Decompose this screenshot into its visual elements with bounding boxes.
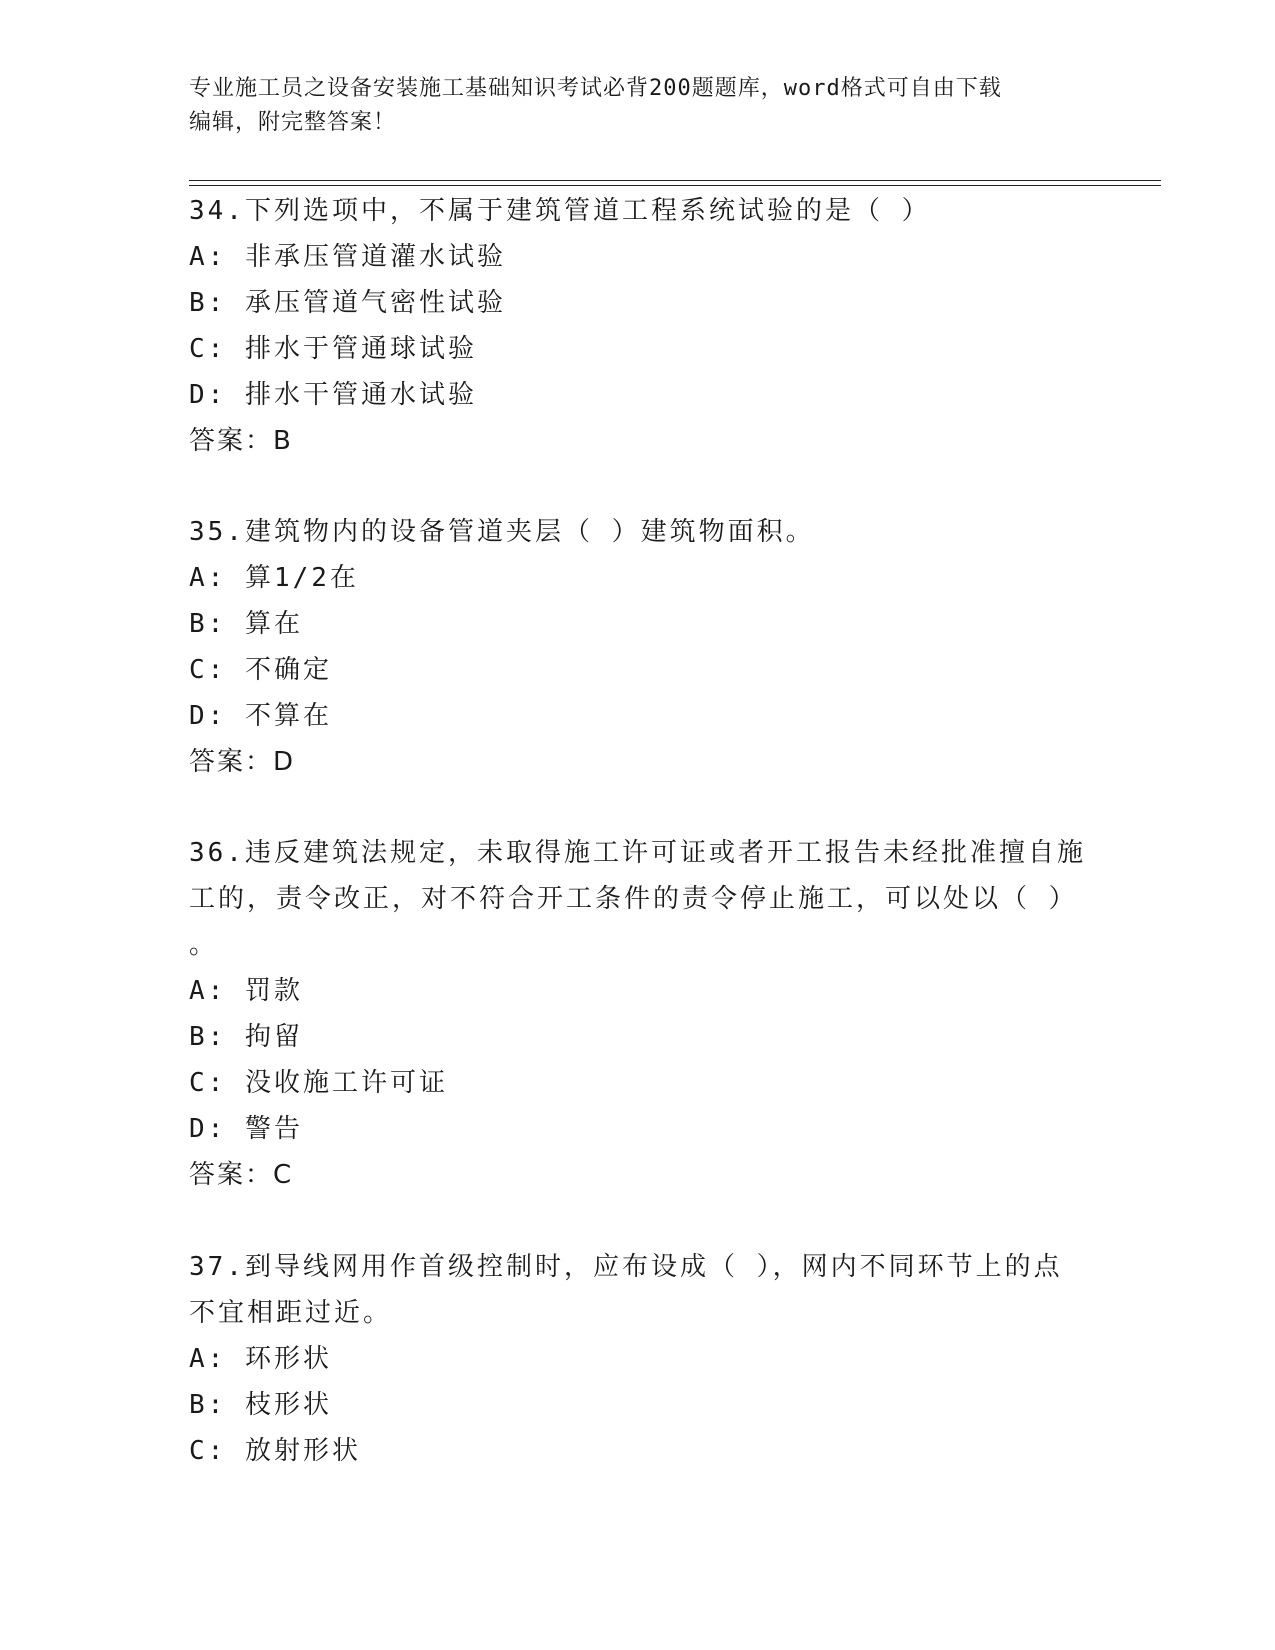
option-c: C: 排水于管通球试验 [189, 334, 477, 364]
answer: 答案：D [189, 747, 296, 777]
question-stem-line-2: 工的，责令改正，对不符合开工条件的责令停止施工，可以处以（ ） [189, 884, 1078, 914]
option-b: B: 枝形状 [189, 1390, 332, 1420]
answer: 答案：C [189, 1160, 294, 1190]
header-line-2: 编辑，附完整答案！ [189, 110, 397, 135]
option-d: D: 警告 [189, 1114, 303, 1144]
option-c: C: 没收施工许可证 [189, 1068, 448, 1098]
header-divider-top [189, 180, 1161, 181]
option-b: B: 算在 [189, 609, 303, 639]
option-d: D: 排水干管通水试验 [189, 380, 477, 410]
header-line-1: 专业施工员之设备安装施工基础知识考试必背200题题库，word格式可自由下载 [189, 76, 1002, 101]
option-a: A: 算1/2在 [189, 563, 359, 593]
question-37 [189, 1244, 1089, 1474]
question-stem-line-1: 37.到导线网用作首级控制时，应布设成（ ），网内不同环节上的点 [189, 1252, 1063, 1282]
option-b: B: 承压管道气密性试验 [189, 288, 506, 318]
answer: 答案：B [189, 426, 293, 456]
option-a: A: 非承压管道灌水试验 [189, 242, 506, 272]
option-a: A: 罚款 [189, 976, 303, 1006]
question-34 [189, 188, 1089, 464]
question-stem-line-1: 36.违反建筑法规定，未取得施工许可证或者开工报告未经批准擅自施 [189, 838, 1086, 868]
option-c: C: 不确定 [189, 655, 332, 685]
option-b: B: 拘留 [189, 1022, 303, 1052]
option-a: A: 环形状 [189, 1344, 332, 1374]
option-d: D: 不算在 [189, 701, 332, 731]
option-c: C: 放射形状 [189, 1436, 361, 1466]
document-header [189, 72, 1089, 140]
question-stem-line-3: 。 [189, 930, 219, 960]
question-stem-line-2: 不宜相距过近。 [189, 1298, 393, 1328]
header-divider-bottom [189, 185, 1161, 186]
question-stem: 34.下列选项中，不属于建筑管道工程系统试验的是（ ） [189, 196, 931, 226]
question-stem: 35.建筑物内的设备管道夹层（ ）建筑物面积。 [189, 517, 815, 547]
question-35 [189, 509, 1089, 785]
question-36 [189, 830, 1089, 1198]
